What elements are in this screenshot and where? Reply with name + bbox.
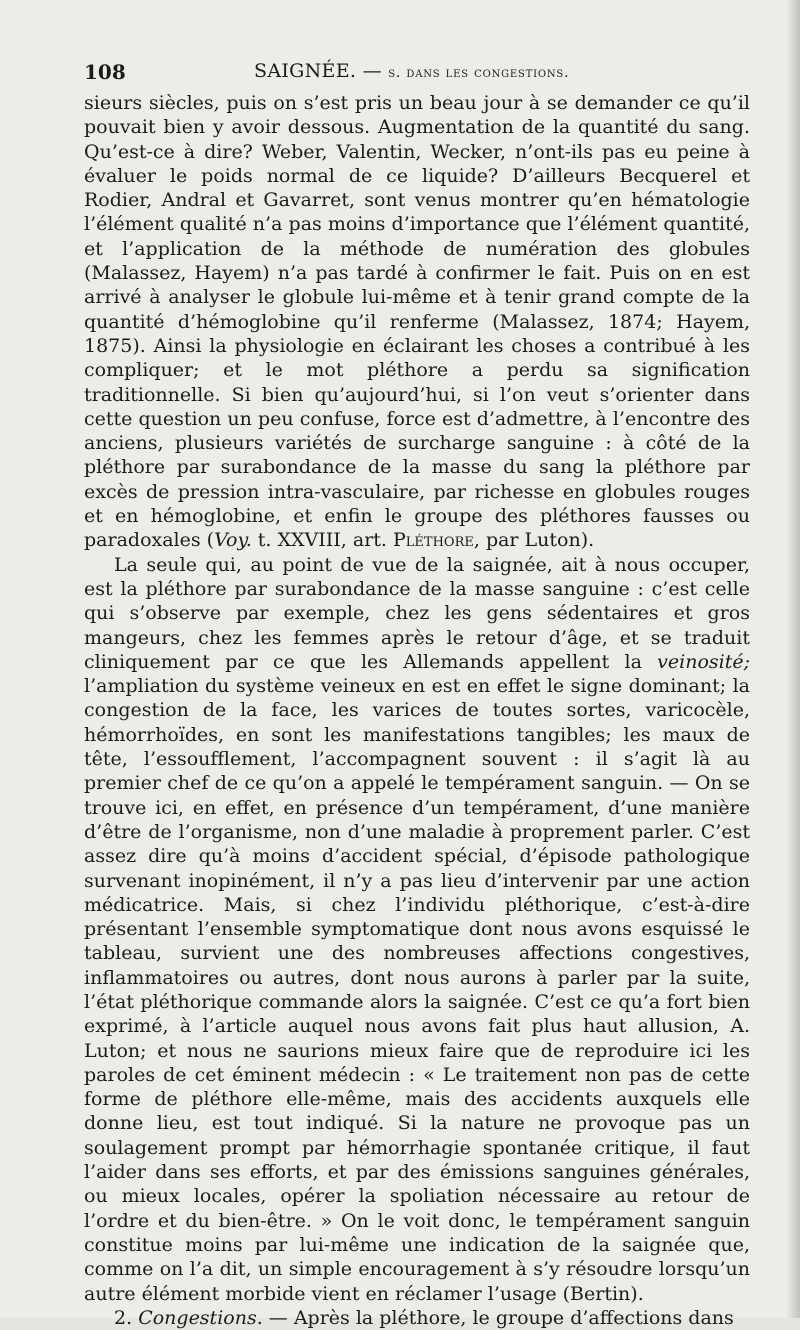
paragraph — [84, 91, 750, 553]
running-head-title: SAIGNÉE. — [254, 60, 357, 82]
italic-term: veinosité; — [657, 650, 750, 673]
reference-text: t. XXVIII, art. — [251, 529, 393, 552]
page-number: 108 — [84, 60, 126, 84]
section-title: Congestions. — [138, 1306, 263, 1329]
reference-author: , par Luton). — [473, 529, 595, 552]
running-head-section: s. dans les congestions. — [388, 65, 570, 81]
page-header — [84, 60, 750, 90]
page-spine-shadow — [786, 0, 800, 1318]
paragraph-text: — Après la pléthore, le groupe d’affections dans — [262, 1306, 734, 1329]
paragraph-text: sieurs siècles, puis on s’est pris un beau jour à se demander ce qu’il pouvait bien y avoir dessous. Augmentation de la quantité du sang. Qu’est-ce à dire? Weber, Valentin, Wecker, n’ont-ils pas eu peine à évaluer le poids normal de ce liquide? D’ailleurs Becquerel et Rodier, Andral et Gavarret, sont venus montrer qu’en hématologie l’élément qualité n’a pas moins d’importance que l’élément quantité, et l’application de la méthode de numération des globules (Malassez, Hayem) n’a pas tardé à confirmer le fait. Puis on en est arrivé à analyser le globule lui-même et à tenir grand compte de la quantité d’hémoglobine qu’il renferme (Malassez, 1874; Hayem, 1875). Ainsi la physiologie en éclairant les choses a contribué à les compliquer; et le mot pléthore a perdu sa signification traditionnelle. Si bien qu’aujourd’hui, si l’on veut s’orienter dans cette question un peu confuse, force est d’admettre, à l’encontre des anciens, plusieurs variétés de surcharge sanguine : à côté de la pléthore par surabondance de la masse du sang la pléthore par excès de pression intra-vasculaire, par richesse en globules rouges et en hémoglobine, et enfin le groupe des pléthores fausses ou paradoxales ( — [84, 92, 750, 552]
running-head — [254, 60, 569, 82]
paragraph-text: La seule qui, au point de vue de la saignée, ait à nous occuper, est la pléthore par surabondance de la masse sanguine : c’est celle qui s’observe par exemple, chez les gens sédentaires et gros mangeurs, chez les femmes après le retour d’âge, et se traduit cliniquement par ce que les Allemands appellent la — [84, 553, 750, 673]
paragraph — [84, 553, 750, 1306]
section-number: 2. — [114, 1306, 133, 1329]
paragraph-text: l’ampliation du système veineux en est en effet le signe dominant; la congestion de la face, les varices de toutes sortes, varicocèle, hémorrhoïdes, en sont les manifestations tangibles; les maux de tête, l’essoufflement, l’accompagnent souvent : il s’agit là au premier chef de ce qu’on a appelé le tempérament sanguin. — On se trouve ici, en effet, en présence d’un tempérament, d’une manière d’être de l’organisme, non d’une maladie à proprement parler. C’est assez dire qu’à moins d’accident spécial, d’épisode pathologique survenant inopinément, il n’y a pas lieu d’intervenir par une action médicatrice. Mais, si chez l’individu pléthorique, c’est-à-dire présentant l’ensemble symptomatique dont nous avons esquissé le tableau, survient une des nombreuses affections congestives, inflammatoires ou autres, dont nous aurons à parler par la suite, l’état pléthorique commande alors la saignée. C’est ce qu’a fort bien exprimé, à l’article auquel nous avons fait plus haut allusion, A. Luton; et nous ne saurions mieux faire que de reproduire ici les paroles de cet éminent médecin : « Le traitement non pas de cette forme de pléthore elle-même, mais des accidents auxquels elle donne lieu, est tout indiqué. Si la nature ne provoque pas un soulagement prompt par hémorrhagie spontanée critique, il faut l’aider dans ses efforts, et par des émissions sanguines générales, ou mieux locales, opérer la spoliation nécessaire au retour de l’ordre et du bien-être. » On le voit donc, le tempérament sanguin constitue moins par lui-même une indication de la saignée que, comme on l’a dit, un simple encouragement à s’y résoudre lorsqu’un autre élément morbide vient en réclamer l’usage (Bertin). — [84, 675, 750, 1305]
reference-article: Pléthore — [393, 529, 474, 552]
running-head-dash: — — [362, 60, 382, 82]
body-text — [84, 91, 750, 1330]
reference-italic: Voy. — [214, 529, 252, 552]
